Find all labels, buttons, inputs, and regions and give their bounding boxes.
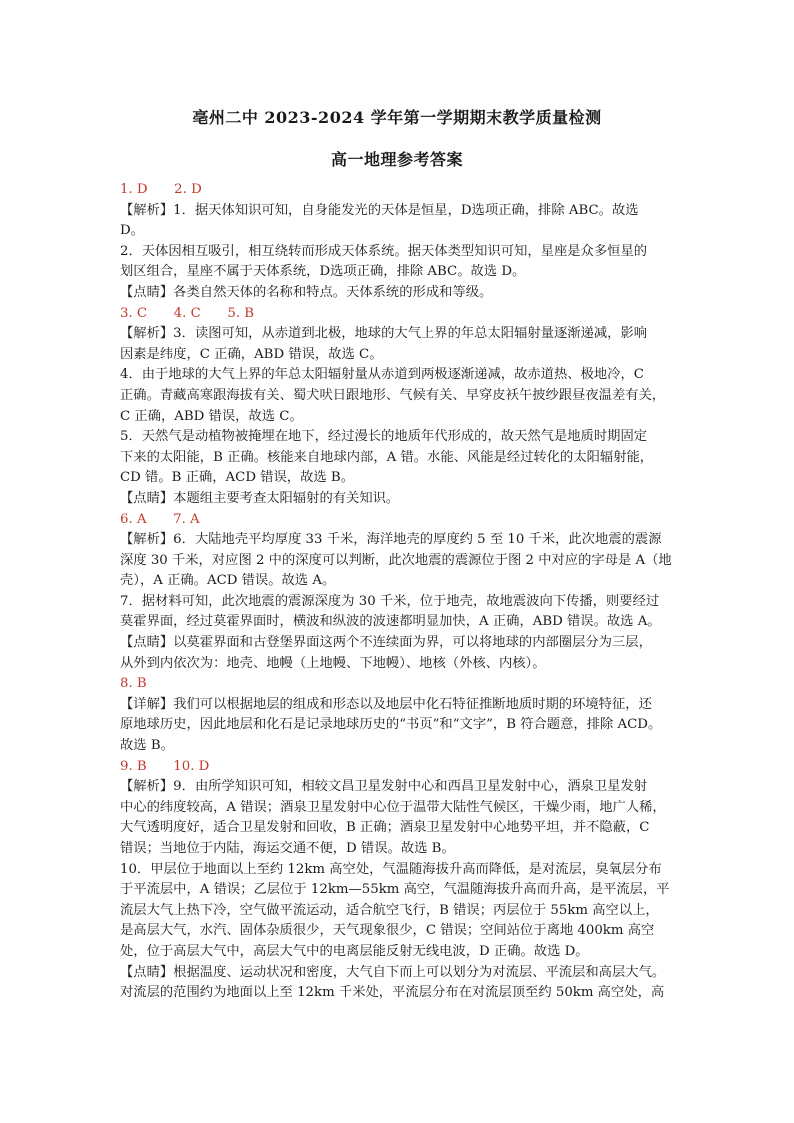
document-subtitle: 高一地理参考答案 <box>330 150 463 169</box>
explanation-line: 故选 B。 <box>120 738 174 754</box>
answer-key-line: 3. C 4. C 5. B <box>120 305 255 321</box>
document-title: 亳州二中 2023-2024 学年第一学期期末教学质量检测 <box>192 108 602 127</box>
explanation-line: 正确。青藏高寒跟海拔有关、蜀犬吠日跟地形、气候有关、早穿皮袄午披纱跟昼夜温差有关， <box>120 387 666 403</box>
explanation-line: 4．由于地球的大气上界的年总太阳辐射量从赤道到两极逐渐递减，故赤道热、极地冷，C <box>120 367 644 383</box>
explanation-line: 是高层大气，水汽、固体杂质很少，天气现象很少，C 错误；空间站位于离地 400km 高空 <box>120 923 655 939</box>
answer-key-line: 1. D 2. D <box>120 182 202 197</box>
explanation-line: 对流层的范围约为地面以上至 12km 千米处，平流层分布在对流层顶至约 50km 高空处，高 <box>120 985 665 1001</box>
explanation-line: 下来的太阳能，B 正确。核能来自地球内部，A 错。水能、风能是经过转化的太阳辐射能， <box>120 449 654 465</box>
explanation-line: C 正确，ABD 错误，故选 C。 <box>120 408 303 424</box>
explanation-line: 【解析】6．大陆地壳平均厚度 33 千米，海洋地壳的厚度约 5 至 10 千米，此次地震的震源 <box>120 532 662 548</box>
explanation-line: 【点睛】以莫霍界面和古登堡界面这两个不连续面为界，可以将地球的内部圈层分为三层， <box>120 635 652 651</box>
answer-content <box>120 180 686 1004</box>
answer-key-line: 9. B 10. D <box>120 758 210 774</box>
explanation-line: 【点睛】根据温度、运动状况和密度，大气自下而上可以划分为对流层、平流层和高层大气。 <box>120 964 666 980</box>
explanation-line: 原地球历史，因此地层和化石是记录地球历史的“书页”和“文字”，B 符合题意，排除 ACD。 <box>120 717 662 733</box>
explanation-line: 莫霍界面，经过莫霍界面时，横波和纵波的波速都明显加快，A 正确，ABD 错误。故选 A。 <box>120 614 661 630</box>
explanation-line: 因素是纬度，C 正确，ABD 错误，故选 C。 <box>120 346 383 362</box>
explanation-line: 大气透明度好，适合卫星发射和回收，B 正确；酒泉卫星发射中心地势平坦，并不隐蔽，C <box>120 820 650 836</box>
explanation-line: 【点睛】本题组主要考查太阳辐射的有关知识。 <box>120 490 400 506</box>
explanation-line: 壳），A 正确。ACD 错误。故选 A。 <box>120 573 336 589</box>
explanation-line: D。 <box>120 223 144 239</box>
explanation-line: 从外到内依次为：地壳、地幔（上地幔、下地幔）、地核（外核、内核）。 <box>120 655 546 671</box>
explanation-line: 2．天体因相互吸引，相互绕转而形成天体系统。据天体类型知识可知，星座是众多恒星的 <box>120 243 648 259</box>
explanation-line: 中心的纬度较高，A 错误；酒泉卫星发射中心位于温带大陆性气候区，干燥少雨，地广人稀， <box>120 799 666 815</box>
explanation-line: 10．甲层位于地面以上至约 12km 高空处，气温随海拔升高而降低，是对流层，臭氧层分布 <box>120 861 662 877</box>
answer-key-line: 8. B <box>120 676 147 692</box>
answer-key-line: 6. A 7. A <box>120 511 200 527</box>
explanation-line: 5．天然气是动植物被掩埋在地下，经过漫长的地质年代形成的，故天然气是地质时期固定 <box>120 429 648 445</box>
explanation-line: 错误；当地位于内陆，海运交通不便，D 错误。故选 B。 <box>120 841 455 856</box>
explanation-line: 【解析】9．由所学知识可知，相较文昌卫星发射中心和西昌卫星发射中心，酒泉卫星发射 <box>120 779 648 795</box>
explanation-line: 【解析】3．读图可知，从赤道到北极，地球的大气上界的年总太阳辐射量逐渐递减，影响 <box>120 326 648 342</box>
explanation-line: 划区组合，星座不属于天体系统，D选项正确，排除 ABC。故选 D。 <box>120 264 526 280</box>
explanation-line: 【解析】1．据天体知识可知，自身能发光的天体是恒星，D选项正确，排除 ABC。故选 <box>120 202 639 218</box>
explanation-line: 流层大气上热下冷，空气做平流运动，适合航空飞行，B 错误；丙层位于 55km 高空以上， <box>120 902 659 918</box>
explanation-line: 处，位于高层大气中，高层大气中的电离层能反射无线电波，D 正确。故选 D。 <box>120 943 589 959</box>
explanation-line: 7．据材料可知，此次地震的震源深度为 30 千米，位于地壳，故地震波向下传播，则要经过 <box>120 593 660 609</box>
explanation-line: 【详解】我们可以根据地层的组成和形态以及地层中化石特征推断地质时期的环境特征，还 <box>120 696 652 712</box>
explanation-line: 于平流层中，A 错误；乙层位于 12km—55km 高空，气温随海拔升高而升高，是平流层，平 <box>120 882 670 898</box>
explanation-line: 【点睛】各类自然天体的名称和特点。天体系统的形成和等级。 <box>120 284 493 300</box>
explanation-line: CD 错。B 正确，ACD 错误，故选 B。 <box>120 470 354 486</box>
explanation-line: 深度 30 千米，对应图 2 中的深度可以判断，此次地震的震源位于图 2 中对应的字母是 A（地 <box>120 552 672 568</box>
